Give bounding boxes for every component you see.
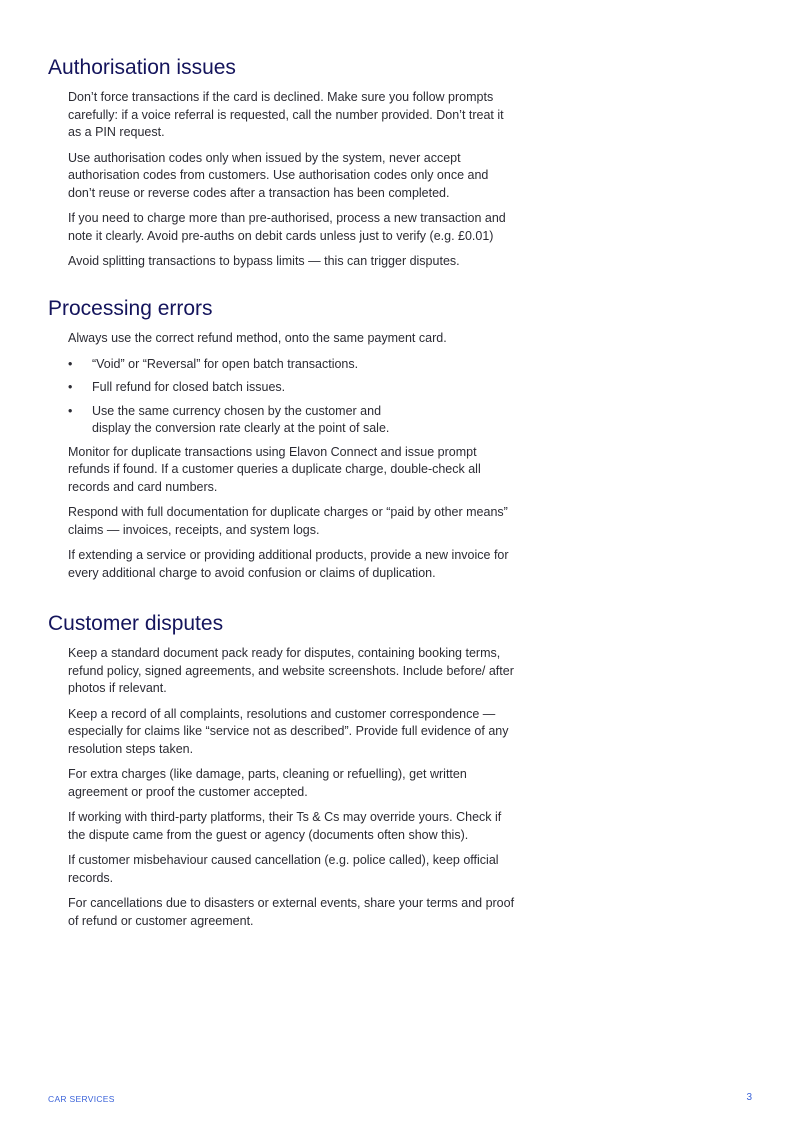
paragraph: For extra charges (like damage, parts, cleaning or refuelling), get written agreement or proof the customer accepted. xyxy=(68,767,467,799)
section-customer-disputes xyxy=(48,611,518,930)
paragraph: Keep a record of all complaints, resolutions and customer correspondence — especially for claims like “service not as described”. Provide full evidence of any resolution steps taken. xyxy=(68,706,509,756)
paragraph: Always use the correct refund method, onto the same payment card. xyxy=(68,331,447,345)
footer-label: CAR SERVICES xyxy=(48,1094,115,1104)
section-heading: Processing errors xyxy=(48,297,213,320)
paragraph: Avoid splitting transactions to bypass limits — this can trigger disputes. xyxy=(68,254,460,268)
section-authorisation-issues xyxy=(48,55,518,271)
bullet-list xyxy=(68,356,518,438)
paragraph: Use authorisation codes only when issued by the system, never accept authorisation codes from customers. Use authorisation codes only once and don’t reuse or reverse codes after a transaction has been completed. xyxy=(68,150,489,200)
paragraph: For cancellations due to disasters or external events, share your terms and proof of refund or customer agreement. xyxy=(68,896,515,928)
section-processing-errors xyxy=(48,296,518,582)
section-heading: Authorisation issues xyxy=(48,56,236,79)
page-number: 3 xyxy=(746,1092,752,1103)
section-heading: Customer disputes xyxy=(48,612,224,635)
bullet-item: • “Void” or “Reversal” for open batch transactions. xyxy=(68,356,518,374)
paragraph: If customer misbehaviour caused cancellation (e.g. police called), keep official records. xyxy=(68,853,499,885)
paragraph: Monitor for duplicate transactions using Elavon Connect and issue prompt refunds if found. If a customer queries a duplicate charge, double-check all records and card numbers. xyxy=(68,444,481,494)
paragraph: If you need to charge more than pre-authorised, process a new transaction and note it clearly. Avoid pre-auths on debit cards unless just to verify (e.g. £0.01) xyxy=(68,211,506,243)
paragraph: Respond with full documentation for duplicate charges or “paid by other means” claims — invoices, receipts, and system logs. xyxy=(68,505,508,537)
paragraph: If working with third-party platforms, their Ts & Cs may override yours. Check if the dispute came from the guest or agency (documents often show this). xyxy=(68,810,502,842)
bullet-item: • Use the same currency chosen by the customer and display the conversion rate clearly at the point of sale. xyxy=(68,403,422,438)
paragraph: Don’t force transactions if the card is declined. Make sure you follow prompts carefully: if a voice referral is requested, call the number provided. Don’t treat it as a PIN request. xyxy=(68,90,504,139)
paragraph: Keep a standard document pack ready for disputes, containing booking terms, refund policy, signed agreements, and website screenshots. Include before/ after photos if relevant. xyxy=(68,646,514,695)
paragraph: If extending a service or providing additional products, provide a new invoice for every additional charge to avoid confusion or claims of duplication. xyxy=(68,548,509,580)
bullet-item: • Full refund for closed batch issues. xyxy=(68,379,518,397)
